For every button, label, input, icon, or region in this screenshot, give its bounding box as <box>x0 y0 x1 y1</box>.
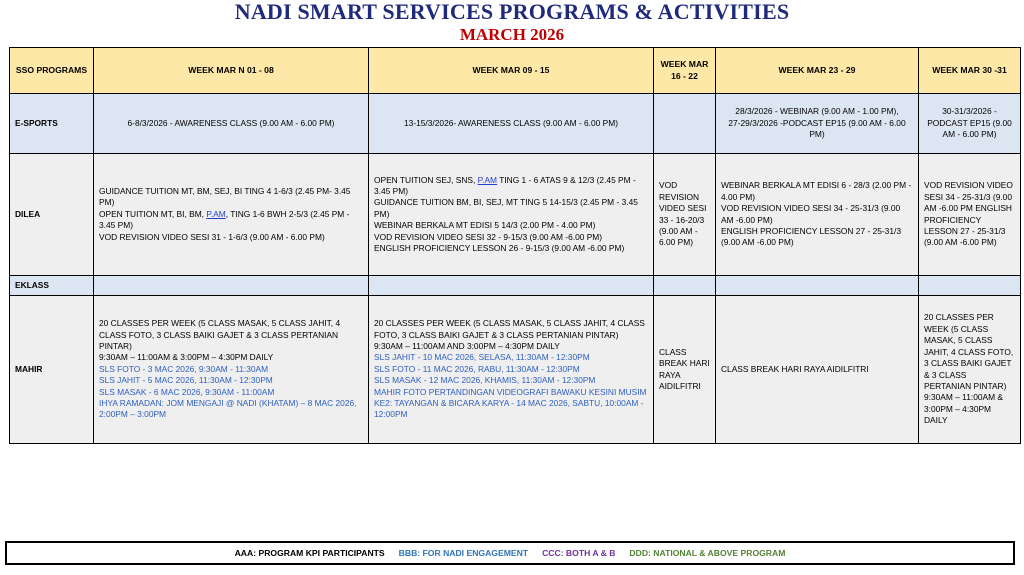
esports-week-2: 13-15/3/2026- AWARENESS CLASS (9.00 AM - 6.00 PM) <box>369 94 654 154</box>
table-row-esports <box>10 94 1021 154</box>
eklass-week-4 <box>716 276 919 296</box>
mahir-activity: SLS JAHIT - 10 MAC 2026, SELASA, 11:30AM - 12:30PM <box>374 352 590 363</box>
program-name: MAHIR <box>10 296 94 444</box>
eklass-week-2 <box>369 276 654 296</box>
column-header-week-2: WEEK MAR 09 - 15 <box>369 48 654 94</box>
mahir-activity: SLS FOTO - 11 MAC 2026, RABU, 11:30AM - 12:30PM <box>374 363 580 374</box>
mahir-intro: 20 CLASSES PER WEEK (5 CLASS MASAK, 5 CLASS JAHIT, 4 CLASS FOTO, 3 CLASS BAIKI GAJET & 3 CLASS PERTANIAN PINTAR) <box>374 318 645 340</box>
pam-link[interactable]: P.AM <box>206 208 226 219</box>
mahir-week-4: CLASS BREAK HARI RAYA AIDILFITRI <box>716 296 919 444</box>
program-name: EKLASS <box>10 276 94 296</box>
programs-table <box>9 47 1021 444</box>
esports-week-5: 30-31/3/2026 - PODCAST EP15 (9.00 AM - 6.00 PM) <box>919 94 1021 154</box>
eklass-week-5 <box>919 276 1021 296</box>
dilea-week-5: VOD REVISION VIDEO SESI 34 - 25-31/3 (9.00 AM -6.00 PM ENGLISH PROFICIENCY LESSON 27 - 25-31/3 (9.00 AM -6.00 PM) <box>919 154 1021 276</box>
mahir-week-2 <box>369 296 654 444</box>
program-name: E-SPORTS <box>10 94 94 154</box>
dilea-activity: GUIDANCE TUITION MT, BM, SEJ, BI TING 4 1-6/3 (2.45 PM- 3.45 PM) <box>99 185 351 208</box>
page-subtitle: MARCH 2026 <box>459 25 565 44</box>
esports-week-4 <box>716 94 919 154</box>
column-header-week-3: WEEK MAR 16 - 22 <box>654 48 716 94</box>
legend-item-engagement: BBB: FOR NADI ENGAGEMENT <box>398 548 529 558</box>
dilea-week-2 <box>369 154 654 276</box>
mahir-intro: 20 CLASSES PER WEEK (5 CLASS MASAK, 5 CLASS JAHIT, 4 CLASS FOTO, 3 CLASS BAIKI GAJET & 3 CLASS PERTANIAN PINTAR) <box>99 318 341 351</box>
dilea-activity: VOD REVISION VIDEO SESI 34 - 25-31/3 (9.00 AM -6.00 PM) <box>721 203 901 225</box>
mahir-activity: SLS FOTO - 3 MAC 2026, 9:30AM - 11:30AM <box>99 363 269 374</box>
table-header-row <box>10 48 1021 94</box>
eklass-week-3 <box>654 276 716 296</box>
table-row-mahir <box>10 296 1021 444</box>
dilea-activity: OPEN TUITION SEJ, SNS, P.AM TING 1 - 6 ATAS 9 & 12/3 (2.45 PM - 3.45 PM) <box>374 174 636 196</box>
dilea-activity: GUIDANCE TUITION BM, BI, SEJ, MT TING 5 14-15/3 (2.45 PM - 3.45 PM) <box>374 197 638 219</box>
mahir-time: 9:30AM – 11:00AM & 3:00PM – 4:30PM DAILY <box>924 392 1003 426</box>
mahir-time: 9:30AM – 11:00AM & 3:00PM – 4:30PM DAILY <box>99 352 274 363</box>
page-title: NADI SMART SERVICES PROGRAMS & ACTIVITIES <box>234 0 790 24</box>
mahir-activity: SLS MASAK - 6 MAC 2026, 9:30AM - 11:00AM <box>99 386 275 397</box>
program-name: DILEA <box>10 154 94 276</box>
pam-link[interactable]: P.AM <box>477 174 498 185</box>
column-header-programs: SSO PROGRAMS <box>10 48 94 94</box>
esports-week-3 <box>654 94 716 154</box>
dilea-activity: ENGLISH PROFICIENCY LESSON 27 - 25-31/3 (9.00 AM -6.00 PM) <box>721 225 901 248</box>
dilea-week-4 <box>716 154 919 276</box>
column-header-week-4: WEEK MAR 23 - 29 <box>716 48 919 94</box>
mahir-activity: MAHIR FOTO PERTANDINGAN VIDEOGRAFI BAWAKU KESINI MUSIM KE2: TAYANGAN & BICARA KARYA - 14 MAC 2026, SABTU, 10:00AM - 12:00PM <box>374 386 647 420</box>
esports-week-1: 6-8/3/2026 - AWARENESS CLASS (9.00 AM - 6.00 PM) <box>94 94 369 154</box>
mahir-week-5 <box>919 296 1021 444</box>
table-row-dilea <box>10 154 1021 276</box>
legend-item-kpi: AAA: PROGRAM KPI PARTICIPANTS <box>234 548 385 558</box>
dilea-activity: ENGLISH PROFICIENCY LESSON 26 - 9-15/3 (9.00 AM -6.00 PM) <box>374 243 625 254</box>
mahir-activity: IHYA RAMADAN: JOM MENGAJI @ NADI (KHATAM) – 8 MAC 2026, 2:00PM – 3:00PM <box>99 398 357 420</box>
dilea-week-1 <box>94 154 369 276</box>
mahir-time: 9:30AM – 11:00AM AND 3:00PM – 4:30PM DAILY <box>374 340 560 351</box>
column-header-week-5: WEEK MAR 30 -31 <box>919 48 1021 94</box>
esports-week-4-text: 28/3/2026 - WEBINAR (9.00 AM - 1.00 PM), 27-29/3/2026 -PODCAST EP15 (9.00 AM - 6.00 PM) <box>728 106 906 140</box>
mahir-week-3: CLASS BREAK HARI RAYA AIDILFITRI <box>654 296 716 444</box>
mahir-week-1 <box>94 296 369 444</box>
dilea-activity: VOD REVISION VIDEO SESI 32 - 9-15/3 (9.00 AM -6.00 PM) <box>374 231 603 242</box>
dilea-activity: WEBINAR BERKALA MT EDISI 5 14/3 (2.00 PM - 4.00 PM) <box>374 220 596 231</box>
mahir-intro: 20 CLASSES PER WEEK (5 CLASS MASAK, 5 CLASS JAHIT, 4 CLASS FOTO, 3 CLASS BAIKI GAJET & 3 CLASS PERTANIAN PINTAR) <box>924 312 1014 391</box>
dilea-activity: OPEN TUITION MT, BI, BM, P.AM, TING 1-6 BWH 2-5/3 (2.45 PM - 3.45 PM) <box>99 208 350 231</box>
table-row-eklass <box>10 276 1021 296</box>
legend-item-national: DDD: NATIONAL & ABOVE PROGRAM <box>629 548 786 558</box>
dilea-activity: WEBINAR BERKALA MT EDISI 6 - 28/3 (2.00 PM - 4.00 PM) <box>721 180 912 202</box>
legend-box <box>5 541 1015 565</box>
eklass-week-1 <box>94 276 369 296</box>
column-header-week-1: WEEK MAR N 01 - 08 <box>94 48 369 94</box>
dilea-activity: VOD REVISION VIDEO SESI 31 - 1-6/3 (9.00 AM - 6.00 PM) <box>99 231 325 242</box>
dilea-week-3: VOD REVISION VIDEO SESI 33 - 16-20/3 (9.00 AM - 6.00 PM) <box>654 154 716 276</box>
legend-item-both: CCC: BOTH A & B <box>542 548 616 558</box>
mahir-activity: SLS MASAK - 12 MAC 2026, KHAMIS, 11:30AM - 12:30PM <box>374 375 596 386</box>
mahir-activity: SLS JAHIT - 5 MAC 2026, 11:30AM - 12:30PM <box>99 375 273 386</box>
